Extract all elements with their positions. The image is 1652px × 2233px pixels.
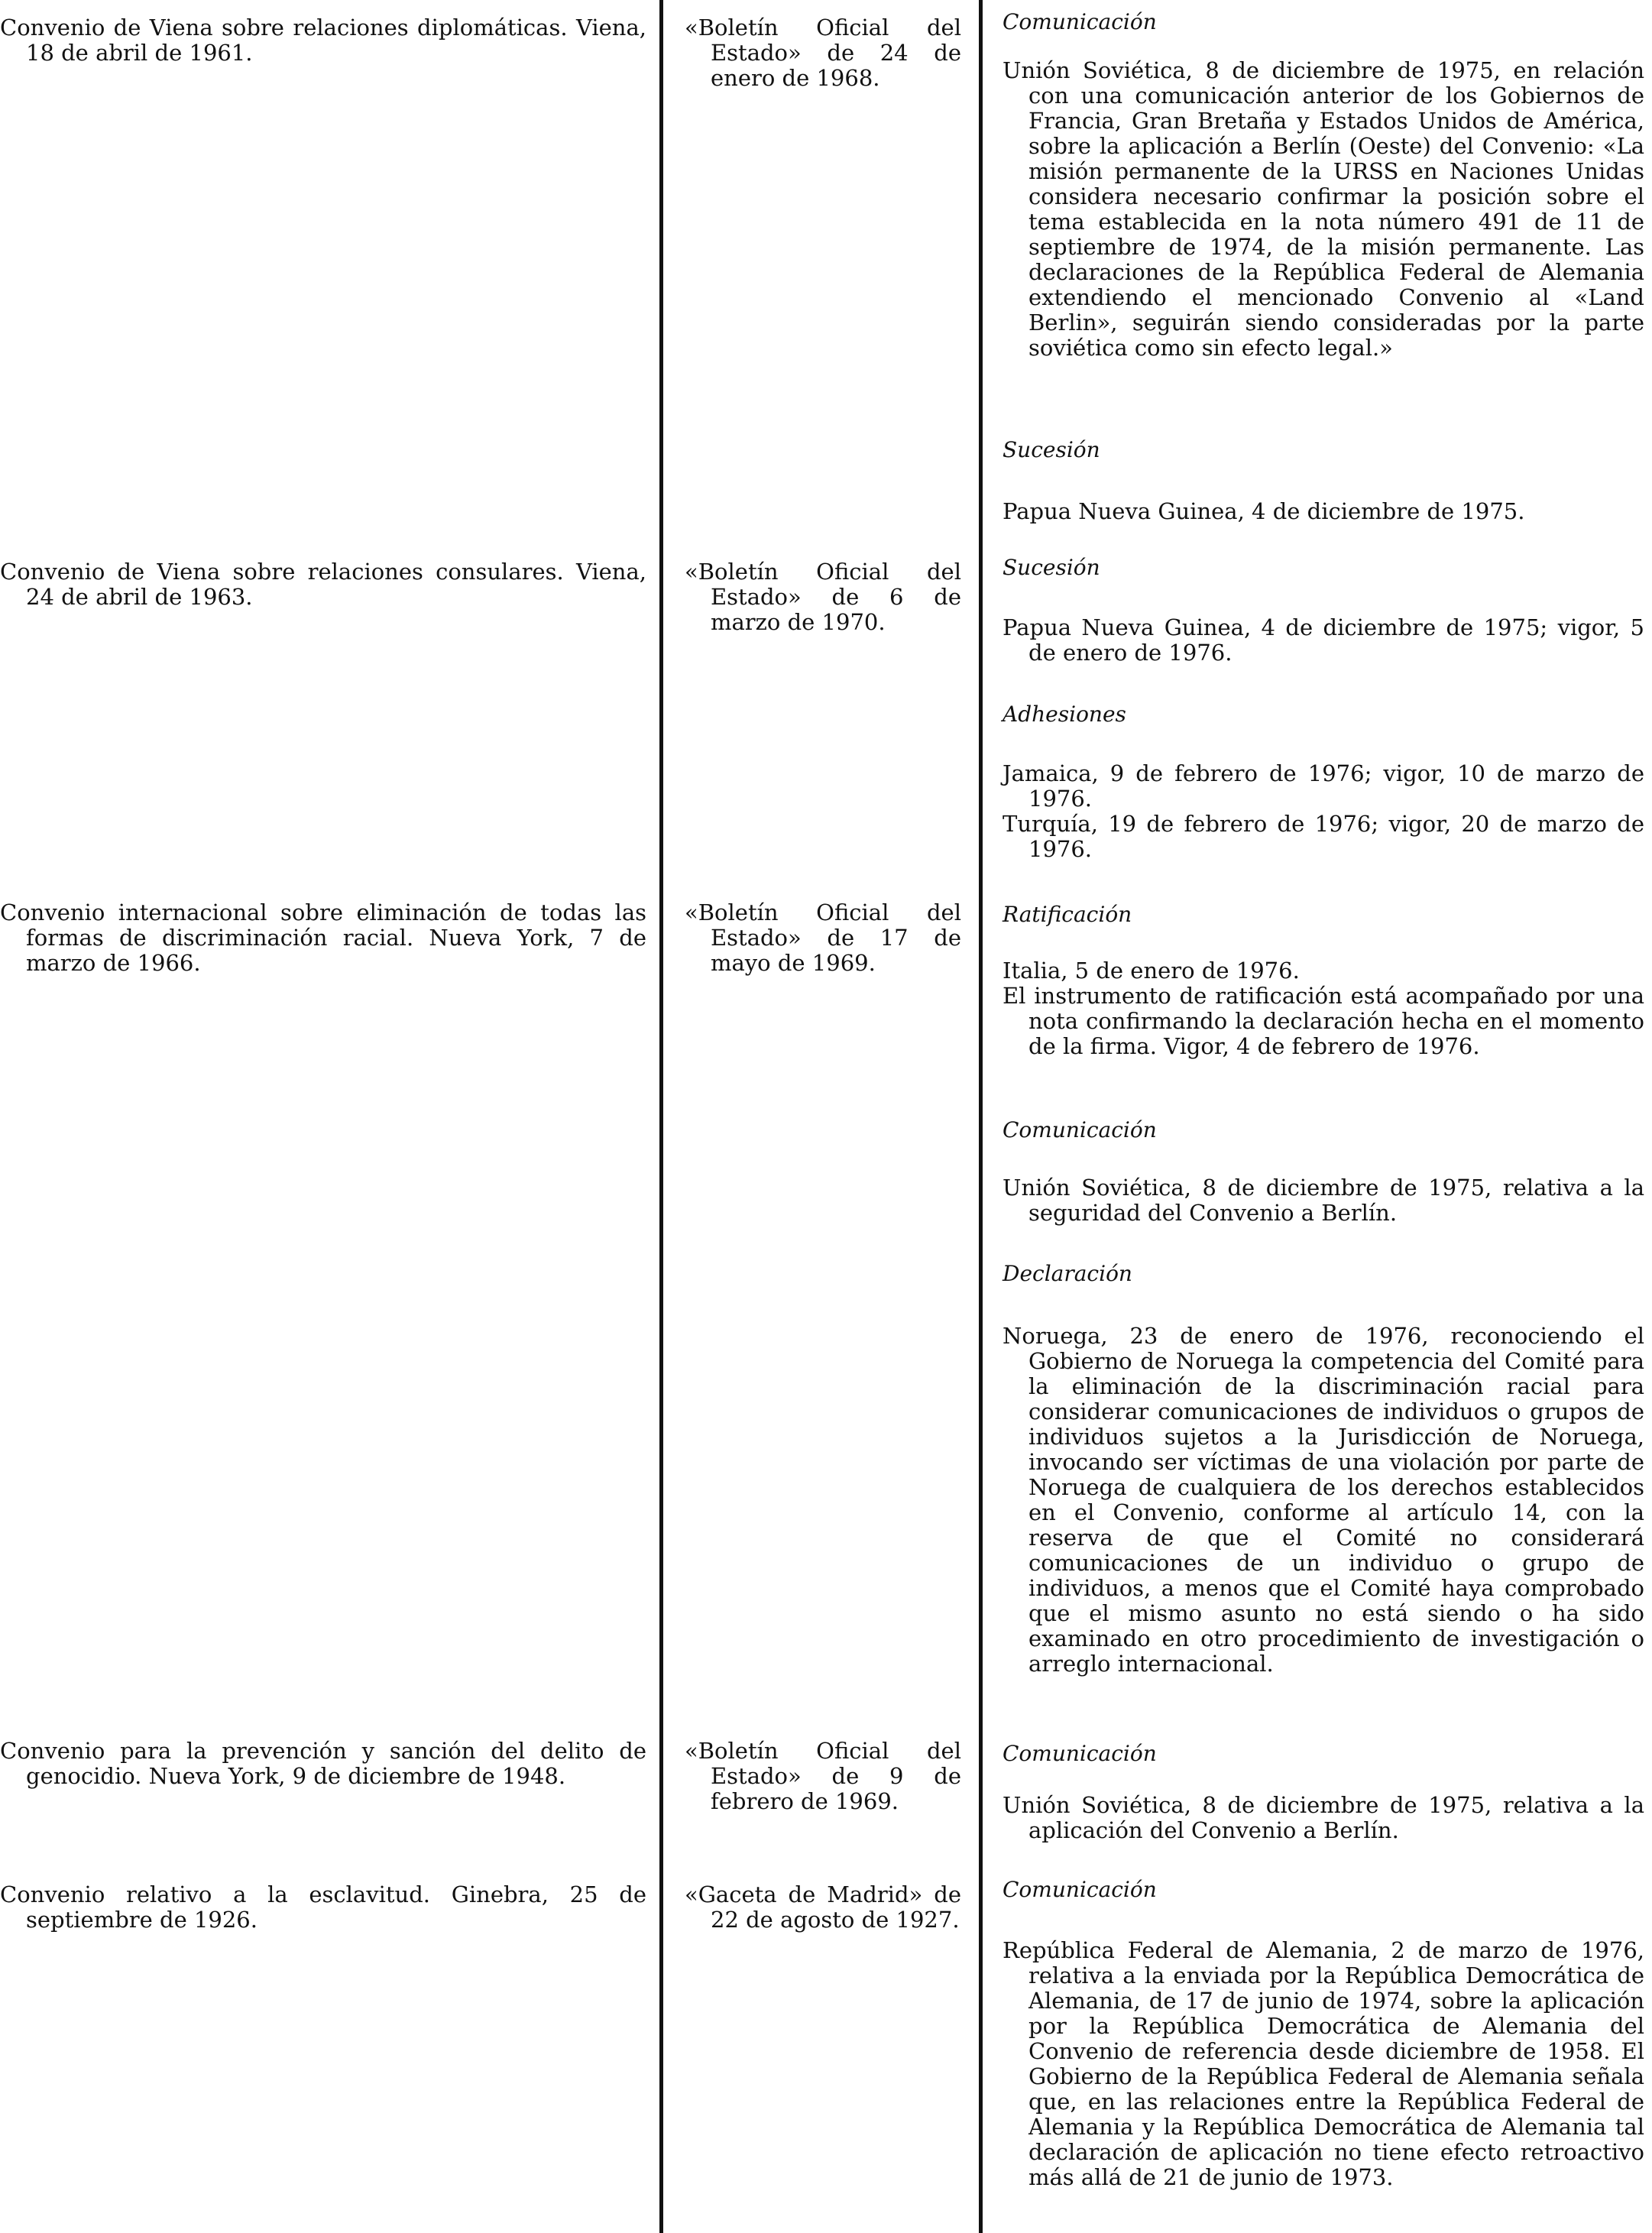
action-paragraph: Unión Soviética, 8 de diciembre de 1975, en relación con una comunicación anterior de los Gobiernos de Francia, Gran Bretaña y Estados Unidos de América, sobre la aplicación a Berlín (Oeste) del Convenio: «La misión permanente de la URSS en Naciones Unidas considera necesario confirmar la posición sobre el tema establecida en la nota número 491 de 11 de septiembre de 1974, de la misión permanente. Las declaraciones de la República Federal de Alemania extendiendo el mencionado Convenio al «Land Berlin», seguirán siendo consideradas por la parte soviética como sin efecto legal.»	[1003, 57, 1644, 361]
action-entry	[1003, 555, 1644, 580]
action-body	[1003, 1324, 1644, 1677]
action-paragraph: Italia, 5 de enero de 1976.	[1003, 958, 1300, 984]
action-body	[1003, 615, 1644, 666]
convenio-entry	[0, 1882, 646, 1933]
action-heading: Comunicación	[1003, 9, 1157, 34]
convenio-entry	[0, 559, 646, 610]
action-heading: Sucesión	[1003, 437, 1100, 462]
action-heading: Declaración	[1003, 1261, 1132, 1286]
action-paragraph: Unión Soviética, 8 de diciembre de 1975, relativa a la seguridad del Convenio a Berlín.	[1003, 1175, 1644, 1226]
action-body	[1003, 499, 1644, 524]
column-rule-right	[979, 0, 983, 2233]
convenio-title: Convenio de Viena sobre relaciones consulares. Viena, 24 de abril de 1963.	[0, 559, 646, 610]
boletin-reference: «Boletín Oficial del Estado» de 24 de enero de 1968.	[685, 15, 961, 91]
action-heading: Comunicación	[1003, 1741, 1157, 1766]
action-paragraph: Unión Soviética, 8 de diciembre de 1975, relativa a la aplicación del Convenio a Berlín.	[1003, 1792, 1644, 1843]
action-heading: Adhesiones	[1003, 702, 1126, 727]
action-paragraph: Papua Nueva Guinea, 4 de diciembre de 1975; vigor, 5 de enero de 1976.	[1003, 614, 1644, 666]
convenio-entry	[0, 15, 646, 66]
action-entry	[1003, 702, 1644, 727]
action-body	[1003, 958, 1644, 1059]
boletin-reference: «Gaceta de Madrid» de 22 de agosto de 1927.	[685, 1881, 961, 1933]
action-entry	[1003, 902, 1644, 927]
action-paragraph: Papua Nueva Guinea, 4 de diciembre de 1975.	[1003, 498, 1525, 524]
convenio-title: Convenio relativo a la esclavitud. Ginebra, 25 de septiembre de 1926.	[0, 1881, 646, 1933]
boletin-entry	[685, 1739, 961, 1814]
action-paragraph: Noruega, 23 de enero de 1976, reconociendo el Gobierno de Noruega la competencia del Comité para la eliminación de la discriminación racial para considerar comunicaciones de individuos o grupos de individuos sujetos a la Jurisdicción de Noruega, invocando ser víctimas de una violación por parte de Noruega de cualquiera de los derechos establecidos en el Convenio, conforme al artículo 14, con la reserva de que el Comité no considerará comunicaciones de un individuo o grupo de individuos, a menos que el Comité haya comprobado que el mismo asunto no está siendo o ha sido examinado en otro procedimiento de investigación o arreglo internacional.	[1003, 1323, 1644, 1677]
action-paragraph: República Federal de Alemania, 2 de marzo de 1976, relativa a la enviada por la República Democrática de Alemania, de 17 de junio de 1974, sobre la aplicación por la República Democrática de Alemania del Convenio de referencia desde diciembre de 1958. El Gobierno de la República Federal de Alemania señala que, en las relaciones entre la República Federal de Alemania y la República Democrática de Alemania tal declaración de aplicación no tiene efecto retroactivo más allá de 21 de junio de 1973.	[1003, 1937, 1644, 2190]
action-entry	[1003, 1741, 1644, 1766]
boletin-entry	[685, 900, 961, 976]
action-paragraph: Turquía, 19 de febrero de 1976; vigor, 20 de marzo de 1976.	[1003, 811, 1644, 862]
boletin-entry	[685, 15, 961, 91]
action-entry	[1003, 1261, 1644, 1286]
action-heading: Sucesión	[1003, 555, 1100, 580]
boletin-reference: «Boletín Oficial del Estado» de 9 de febrero de 1969.	[685, 1738, 961, 1814]
action-body	[1003, 1938, 1644, 2190]
boletin-reference: «Boletín Oficial del Estado» de 6 de marzo de 1970.	[685, 559, 961, 635]
convenio-title: Convenio para la prevención y sanción del delito de genocidio. Nueva York, 9 de diciembre de 1948.	[0, 1738, 646, 1789]
convenio-entry	[0, 1739, 646, 1789]
action-paragraph: El instrumento de ratificación está acompañado por una nota confirmando la declaración hecha en el momento de la firma. Vigor, 4 de febrero de 1976.	[1003, 983, 1644, 1059]
convenio-entry	[0, 900, 646, 976]
action-body	[1003, 761, 1644, 862]
action-heading: Ratificación	[1003, 902, 1132, 927]
action-heading: Comunicación	[1003, 1877, 1157, 1902]
boletin-entry	[685, 1882, 961, 1933]
action-entry	[1003, 1117, 1644, 1142]
action-body	[1003, 1793, 1644, 1843]
column-rule-left	[659, 0, 663, 2233]
boletin-entry	[685, 559, 961, 635]
convenio-title: Convenio internacional sobre eliminación de todas las formas de discriminación racial. Nueva York, 7 de marzo de 1966.	[0, 899, 646, 976]
action-paragraph: Jamaica, 9 de febrero de 1976; vigor, 10 de marzo de 1976.	[1003, 760, 1644, 812]
boletin-reference: «Boletín Oficial del Estado» de 17 de mayo de 1969.	[685, 899, 961, 976]
action-body	[1003, 1175, 1644, 1226]
action-entry	[1003, 9, 1644, 34]
action-entry	[1003, 437, 1644, 462]
convenio-title: Convenio de Viena sobre relaciones diplomáticas. Viena, 18 de abril de 1961.	[0, 15, 646, 66]
action-entry	[1003, 1877, 1644, 1902]
action-heading: Comunicación	[1003, 1117, 1157, 1142]
action-body	[1003, 58, 1644, 361]
